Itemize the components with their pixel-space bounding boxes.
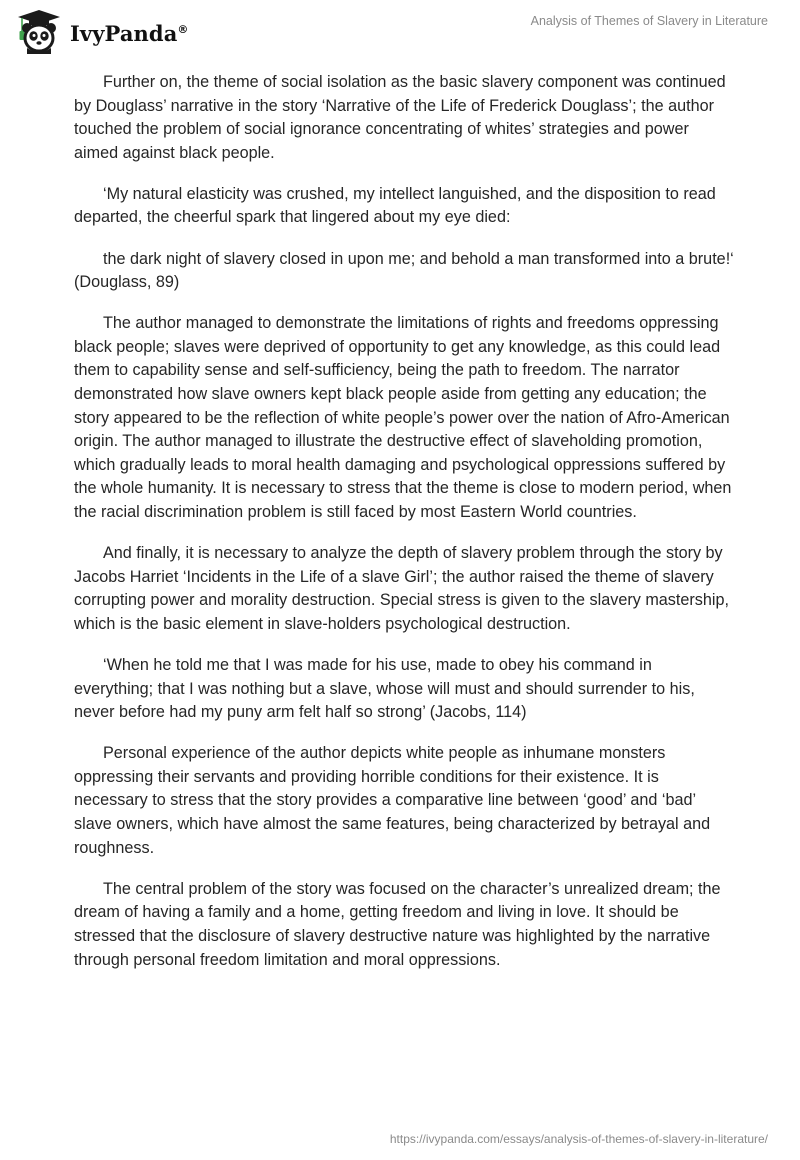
quote-paragraph: ‘My natural elasticity was crushed, my intellect languished, and the disposition to read departed, the cheerful spark that lingered about my eye died:	[74, 184, 716, 227]
panda-graduate-logo-icon	[14, 8, 64, 54]
paragraph: And finally, it is necessary to analyze the depth of slavery problem through the story by Jacobs Harriet ‘Incidents in the Life of a slave Girl’; the author raised the theme of slavery corrupting power and morality destruction. Special stress is given to the slavery mastership, which is the basic element in slave-holders psychological destruction.	[74, 544, 729, 633]
brand-name: IvyPanda®	[70, 20, 189, 46]
page-header	[0, 0, 800, 60]
quote-paragraph: ‘When he told me that I was made for his use, made to obey his command in everything; that I was nothing but a slave, whose will must and should surrender to his, never before had my puny arm felt half so strong’ (Jacobs, 114)	[74, 655, 695, 722]
paragraph: The author managed to demonstrate the limitations of rights and freedoms oppressing black people; slaves were deprived of opportunity to get any knowledge, as this could lead them to capability sense and self-sufficiency, being the path to freedom. The narrator demonstrated how slave owners kept black people aside from getting any education; the story appeared to be the reflection of white people’s power over the nation of Afro-American origin. The author managed to illustrate the destructive effect of slaveholding promotion, which gradually leads to moral health damaging and psychological oppressions suffered by the whole humanity. It is necessary to stress that the theme is close to modern period, when the racial discrimination problem is still faced by most Eastern World countries.	[74, 314, 732, 521]
paragraph: Further on, the theme of social isolation as the basic slavery component was continued by Douglass’ narrative in the story ‘Narrative of the Life of Frederick Douglass’; the author touched the problem of social ignorance concentrating of whites’ strategies and power aimed against black people.	[74, 73, 726, 162]
essay-body	[74, 71, 734, 990]
source-url[interactable]: https://ivypanda.com/essays/analysis-of-themes-of-slavery-in-literature/	[389, 1132, 768, 1146]
quote-paragraph: the dark night of slavery closed in upon me; and behold a man transformed into a brute!‘ (Douglass, 89)	[74, 249, 734, 292]
document-title: Analysis of Themes of Slavery in Literature	[530, 14, 768, 28]
paragraph: Personal experience of the author depicts white people as inhumane monsters oppressing their servants and providing horrible conditions for their existence. It is necessary to stress that the story provides a comparative line between ‘good’ and ‘bad’ slave owners, which have almost the same features, being characterized by betrayal and roughness.	[74, 744, 711, 857]
registered-mark: ®	[177, 22, 189, 36]
ivypanda-logo[interactable]	[14, 8, 189, 54]
paragraph: The central problem of the story was focused on the character’s unrealized dream; the dream of having a family and a home, getting freedom and living in love. It should be stressed that the disclosure of slavery destructive nature was highlighted by the narrative through personal freedom limitation and moral oppressions.	[74, 879, 721, 969]
